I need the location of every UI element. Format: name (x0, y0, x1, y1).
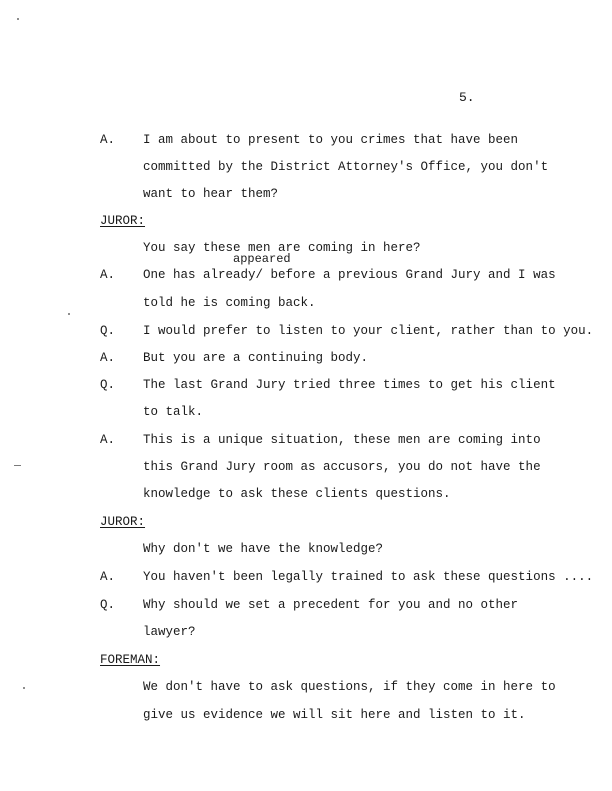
answer-label: A. (100, 351, 116, 365)
foreman-text-line: We don't have to ask questions, if they come in here to (143, 680, 556, 694)
juror-text-line: Why don't we have the knowledge? (143, 542, 384, 556)
answer-text-line: this Grand Jury room as accusors, you do not have the (143, 460, 541, 474)
answer-text-line: knowledge to ask these clients questions. (143, 487, 451, 501)
answer-text-line: I am about to present to you crimes that have been (143, 133, 519, 147)
scan-speck (17, 18, 19, 20)
scan-speck (68, 313, 70, 315)
scan-speck (14, 465, 21, 466)
foreman-text-line: give us evidence we will sit here and listen to it. (143, 708, 526, 722)
question-label: Q. (100, 324, 116, 338)
answer-text-line: One has already/ before a previous Grand Jury and I was (143, 268, 556, 282)
answer-text-line: But you are a continuing body. (143, 351, 369, 365)
answer-text-line: want to hear them? (143, 187, 279, 201)
answer-label: A. (100, 433, 116, 447)
speaker-label-juror: JUROR: (100, 214, 146, 228)
answer-label: A. (100, 570, 116, 584)
answer-text-line: You haven't been legally trained to ask these questions .... (143, 570, 594, 584)
question-text-line: lawyer? (143, 625, 196, 639)
scan-speck (23, 687, 25, 689)
interlinear-insertion: appeared (233, 252, 291, 266)
question-text-line: The last Grand Jury tried three times to get his client (143, 378, 556, 392)
juror-text-line: You say these men are coming in here? (143, 241, 421, 255)
speaker-label-juror: JUROR: (100, 515, 146, 529)
answer-text-line: This is a unique situation, these men are coming into (143, 433, 541, 447)
question-text-line: I would prefer to listen to your client, rather than to you. (143, 324, 594, 338)
answer-text-line: committed by the District Attorney's Office, you don't (143, 160, 549, 174)
question-text-line: Why should we set a precedent for you and no other (143, 598, 519, 612)
question-label: Q. (100, 598, 116, 612)
answer-label: A. (100, 268, 116, 282)
question-text-line: to talk. (143, 405, 204, 419)
speaker-label-foreman: FOREMAN: (100, 653, 161, 667)
answer-label: A. (100, 133, 116, 147)
page-number: 5. (459, 90, 475, 105)
question-label: Q. (100, 378, 116, 392)
answer-text-line: told he is coming back. (143, 296, 316, 310)
